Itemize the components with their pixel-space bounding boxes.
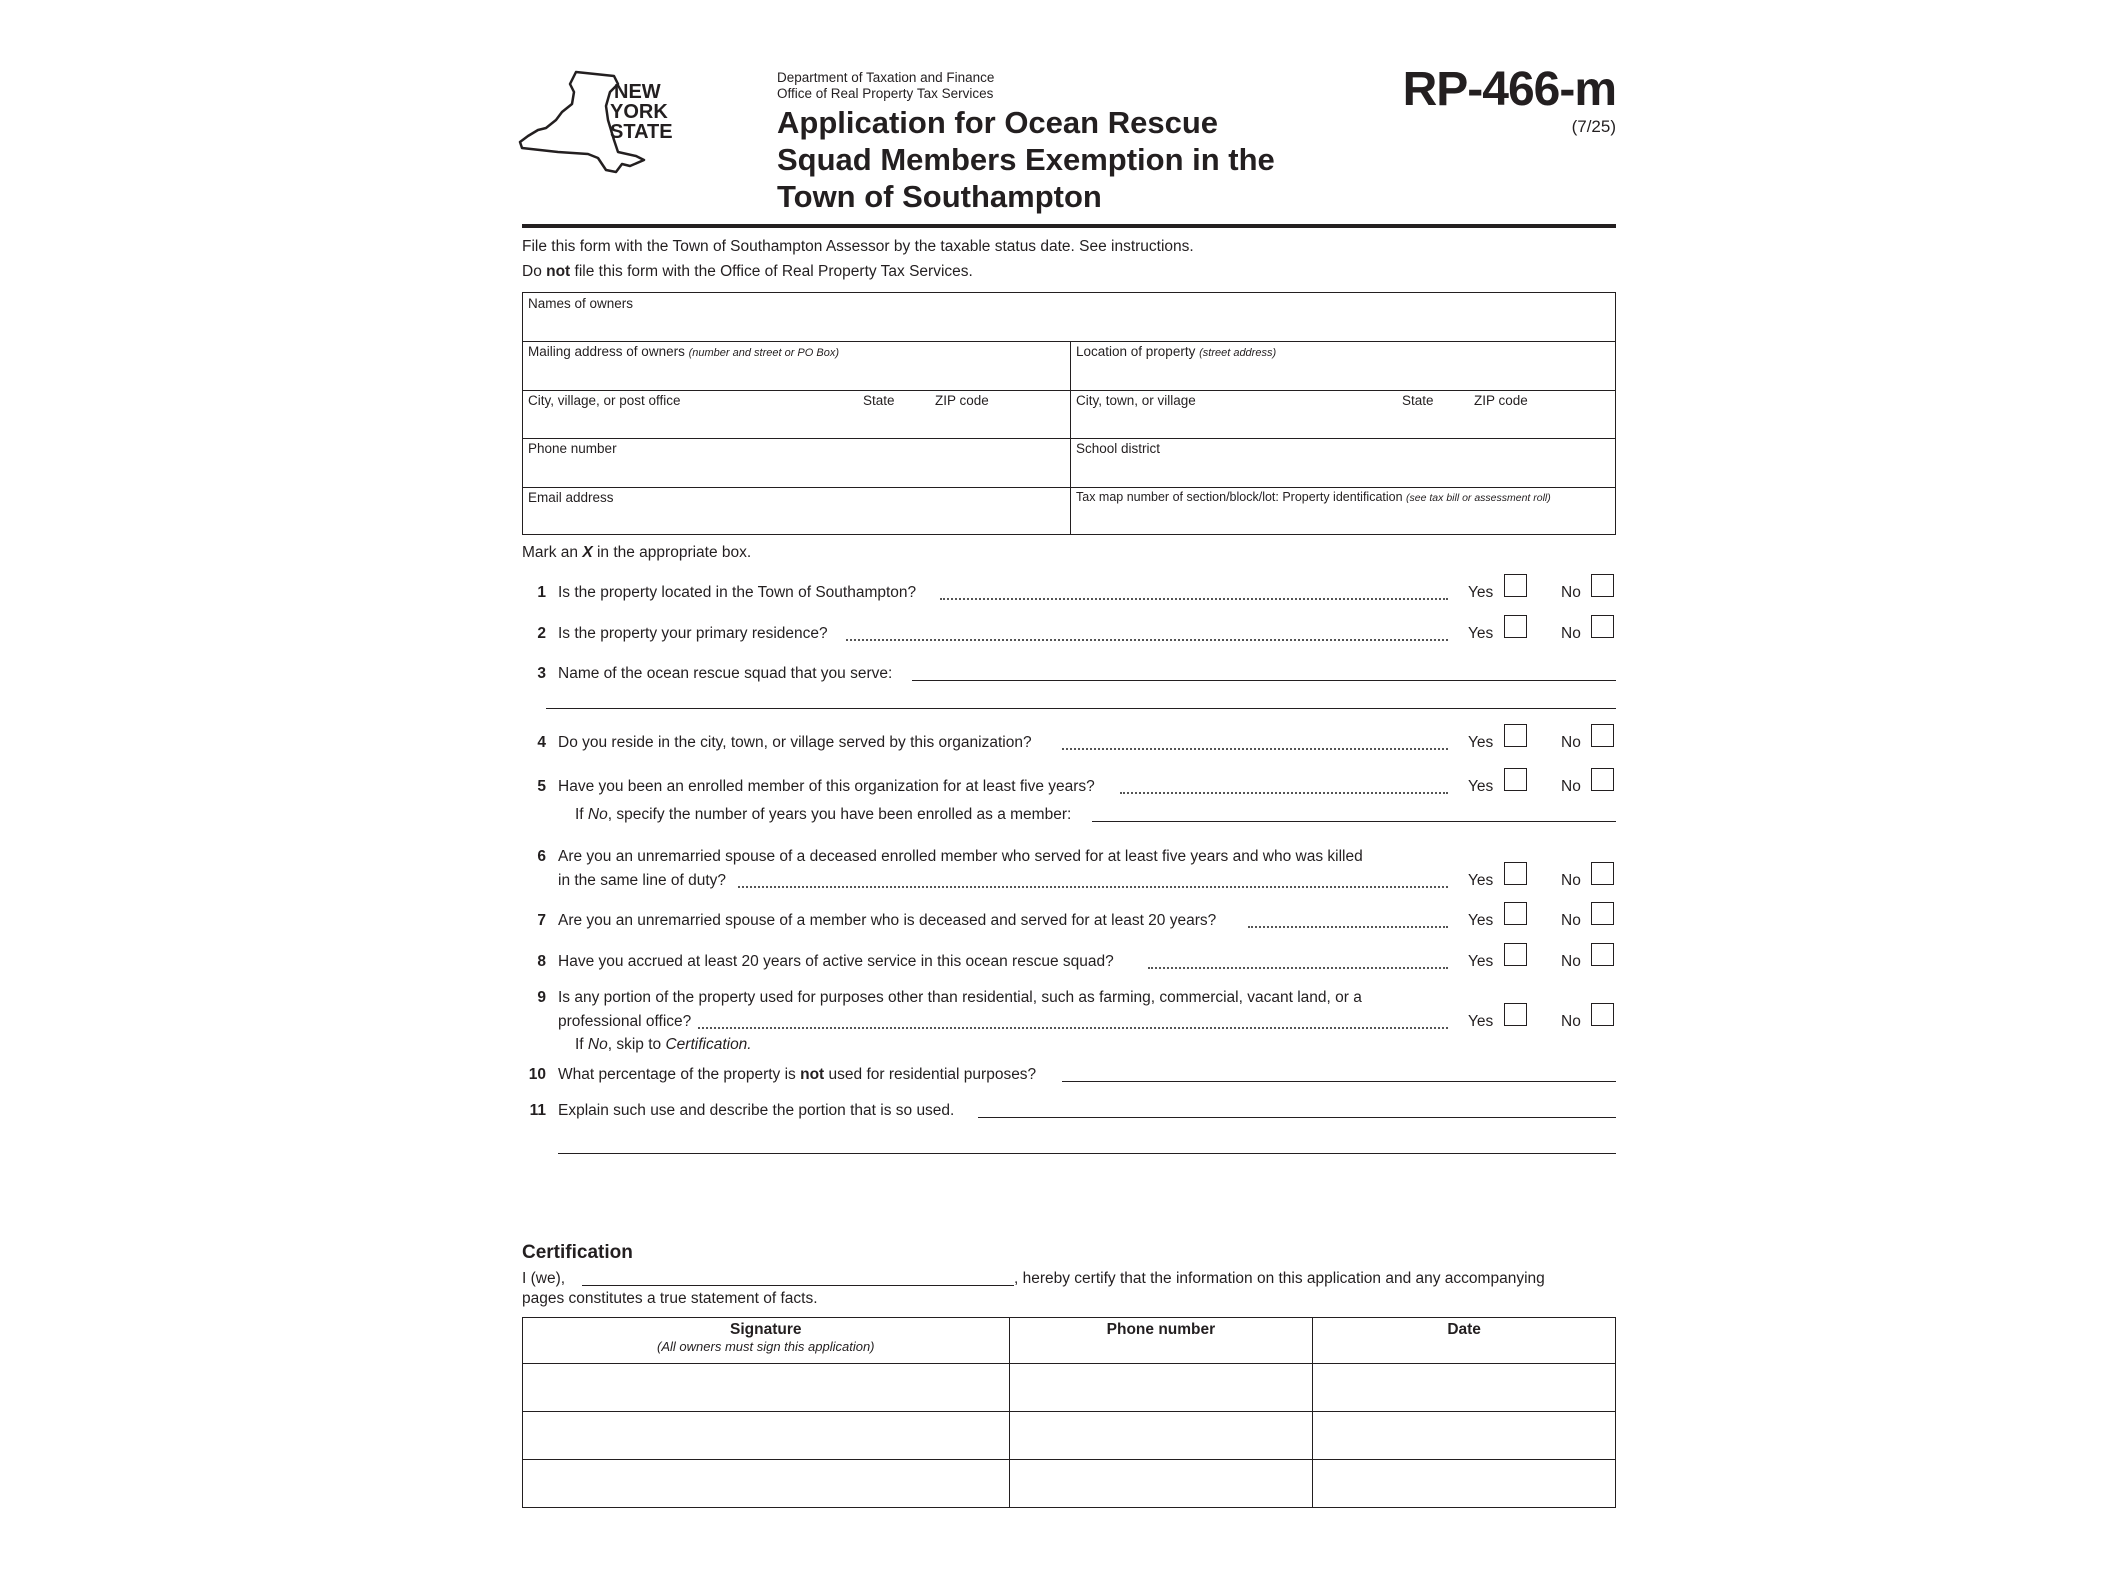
q7-no-label: No	[1561, 912, 1581, 929]
signature-column-header: Signature (All owners must sign this application)	[523, 1318, 1010, 1364]
certification-pre: I (we),	[522, 1270, 566, 1287]
q8-text: Have you accrued at least 20 years of active service in this ocean rescue squad?	[558, 953, 1114, 970]
q1-no-checkbox[interactable]	[1591, 574, 1614, 597]
date-cell[interactable]	[1313, 1364, 1616, 1412]
q9-text-line-2: professional office?	[558, 1013, 692, 1030]
q3-number: 3	[537, 665, 546, 682]
date-cell[interactable]	[1313, 1412, 1616, 1460]
q2-leader	[846, 639, 1448, 641]
phone-column-header: Phone number	[1009, 1318, 1313, 1364]
title-line-1: Application for Ocean Rescue	[777, 105, 1218, 140]
q7-text: Are you an unremarried spouse of a member who is deceased and served for at least 20 years?	[558, 912, 1217, 929]
new-york-state-logo	[518, 70, 688, 174]
q8-yes-label: Yes	[1468, 953, 1494, 970]
filing-instruction: File this form with the Town of Southampton Assessor by the taxable status date. See instructions.	[522, 238, 1194, 255]
property-state-label: State	[1402, 393, 1434, 408]
q9-no-label: No	[1561, 1013, 1581, 1030]
use-explanation-line-2[interactable]	[558, 1153, 1616, 1154]
q4-number: 4	[537, 734, 546, 751]
logo-text-state: STATE	[610, 121, 673, 143]
q9-text-line-1: Is any portion of the property used for purposes other than residential, such as farming, commercial, vacant land, or a	[558, 989, 1362, 1006]
q8-number: 8	[537, 953, 546, 970]
q7-number: 7	[537, 912, 546, 929]
phone-cell[interactable]	[1009, 1460, 1313, 1508]
q9-leader	[698, 1027, 1448, 1029]
table-row	[523, 1412, 1616, 1460]
q6-yes-checkbox[interactable]	[1504, 862, 1527, 885]
office-name: Office of Real Property Tax Services	[777, 86, 994, 101]
q4-leader	[1062, 748, 1448, 750]
certifier-name-line[interactable]	[582, 1285, 1014, 1286]
property-zip-label: ZIP code	[1474, 393, 1528, 408]
signature-cell[interactable]	[523, 1364, 1010, 1412]
signature-table	[522, 1317, 1616, 1508]
q6-text-line-2: in the same line of duty?	[558, 872, 727, 889]
names-of-owners-field[interactable]: Names of owners	[528, 296, 634, 311]
q1-yes-label: Yes	[1468, 584, 1494, 601]
signature-table-header	[523, 1318, 1616, 1364]
q6-leader	[738, 886, 1448, 888]
department-name: Department of Taxation and Finance	[777, 70, 995, 85]
form-title	[777, 104, 1337, 215]
owner-info-grid	[522, 292, 1616, 535]
date-cell[interactable]	[1313, 1460, 1616, 1508]
q6-number: 6	[537, 848, 546, 865]
school-district-field[interactable]: School district	[1076, 441, 1161, 456]
q2-text: Is the property your primary residence?	[558, 625, 828, 642]
header-rule	[522, 224, 1616, 228]
form-number: RP-466-m	[1402, 63, 1616, 116]
q5-subtext: If No, specify the number of years you have been enrolled as a member:	[575, 806, 1072, 823]
q7-leader	[1248, 926, 1448, 928]
q5-yes-checkbox[interactable]	[1504, 768, 1527, 791]
q8-no-label: No	[1561, 953, 1581, 970]
q7-yes-checkbox[interactable]	[1504, 902, 1527, 925]
mailing-address-field[interactable]: Mailing address of owners (number and street or PO Box)	[528, 344, 839, 359]
title-line-3: Town of Southampton	[777, 179, 1102, 214]
squad-name-line-2[interactable]	[546, 708, 1616, 709]
q4-yes-label: Yes	[1468, 734, 1494, 751]
form-revision: (7/25)	[1571, 117, 1616, 136]
q2-yes-checkbox[interactable]	[1504, 615, 1527, 638]
q5-yes-label: Yes	[1468, 778, 1494, 795]
q1-number: 1	[537, 584, 546, 601]
q9-number: 9	[537, 989, 546, 1006]
mailing-city-field[interactable]: City, village, or post office State ZIP code	[528, 393, 989, 408]
q5-no-checkbox[interactable]	[1591, 768, 1614, 791]
q1-leader	[940, 598, 1448, 600]
title-line-2: Squad Members Exemption in the	[777, 142, 1275, 177]
q3-text: Name of the ocean rescue squad that you serve:	[558, 665, 893, 682]
q9-subtext: If No, skip to Certification.	[575, 1036, 752, 1053]
table-row	[523, 1364, 1616, 1412]
non-residential-percentage-line[interactable]	[1062, 1081, 1616, 1082]
q5-text: Have you been an enrolled member of this organization for at least five years?	[558, 778, 1095, 795]
q8-no-checkbox[interactable]	[1591, 943, 1614, 966]
certification-heading: Certification	[522, 1242, 633, 1263]
filing-warning: Do not file this form with the Office of Real Property Tax Services.	[522, 263, 973, 280]
q8-leader	[1148, 967, 1448, 969]
q1-text: Is the property located in the Town of Southampton?	[558, 584, 917, 601]
q9-yes-label: Yes	[1468, 1013, 1494, 1030]
q5-no-label: No	[1561, 778, 1581, 795]
phone-number-field[interactable]: Phone number	[528, 441, 617, 456]
q9-no-checkbox[interactable]	[1591, 1003, 1614, 1026]
signature-cell[interactable]	[523, 1412, 1010, 1460]
phone-cell[interactable]	[1009, 1364, 1313, 1412]
squad-name-line-1[interactable]	[912, 680, 1616, 681]
q7-yes-label: Yes	[1468, 912, 1494, 929]
q4-yes-checkbox[interactable]	[1504, 724, 1527, 747]
q1-no-label: No	[1561, 584, 1581, 601]
q9-yes-checkbox[interactable]	[1504, 1003, 1527, 1026]
q2-yes-label: Yes	[1468, 625, 1494, 642]
q11-text: Explain such use and describe the portion that is so used.	[558, 1102, 955, 1119]
q1-yes-checkbox[interactable]	[1504, 574, 1527, 597]
property-city-field[interactable]: City, town, or village State ZIP code	[1076, 393, 1528, 408]
years-enrolled-line[interactable]	[1092, 821, 1616, 822]
property-location-field[interactable]: Location of property (street address)	[1076, 344, 1277, 359]
q5-leader	[1120, 792, 1448, 794]
certification-statement: , hereby certify that the information on this application and any accompanying	[1014, 1270, 1545, 1287]
q2-no-checkbox[interactable]	[1591, 615, 1614, 638]
q10-text: What percentage of the property is not used for residential purposes?	[558, 1066, 1037, 1083]
logo-text-new: NEW	[614, 81, 661, 103]
q8-yes-checkbox[interactable]	[1504, 943, 1527, 966]
tax-map-field[interactable]: Tax map number of section/block/lot: Property identification (see tax bill or assessment roll)	[1076, 490, 1551, 504]
date-column-header: Date	[1313, 1318, 1616, 1364]
certification-statement-line-2: pages constitutes a true statement of facts.	[522, 1290, 818, 1307]
mailing-zip-label: ZIP code	[935, 393, 989, 408]
q4-no-checkbox[interactable]	[1591, 724, 1614, 747]
signature-cell[interactable]	[523, 1460, 1010, 1508]
q7-no-checkbox[interactable]	[1591, 902, 1614, 925]
mark-instruction: Mark an X in the appropriate box.	[522, 544, 752, 561]
mailing-state-label: State	[863, 393, 895, 408]
q4-text: Do you reside in the city, town, or village served by this organization?	[558, 734, 1032, 751]
q6-yes-label: Yes	[1468, 872, 1494, 889]
table-row	[523, 1460, 1616, 1508]
q6-no-label: No	[1561, 872, 1581, 889]
q6-text-line-1: Are you an unremarried spouse of a deceased enrolled member who served for at least five years and who was killed	[558, 848, 1363, 865]
logo-text-york: YORK	[610, 101, 668, 123]
phone-cell[interactable]	[1009, 1412, 1313, 1460]
q11-number: 11	[529, 1102, 546, 1119]
q6-no-checkbox[interactable]	[1591, 862, 1614, 885]
q10-number: 10	[528, 1066, 546, 1083]
q5-number: 5	[537, 778, 546, 795]
email-address-field[interactable]: Email address	[528, 490, 614, 505]
q4-no-label: No	[1561, 734, 1581, 751]
use-explanation-line-1[interactable]	[978, 1117, 1616, 1118]
q2-no-label: No	[1561, 625, 1581, 642]
q2-number: 2	[537, 625, 546, 642]
